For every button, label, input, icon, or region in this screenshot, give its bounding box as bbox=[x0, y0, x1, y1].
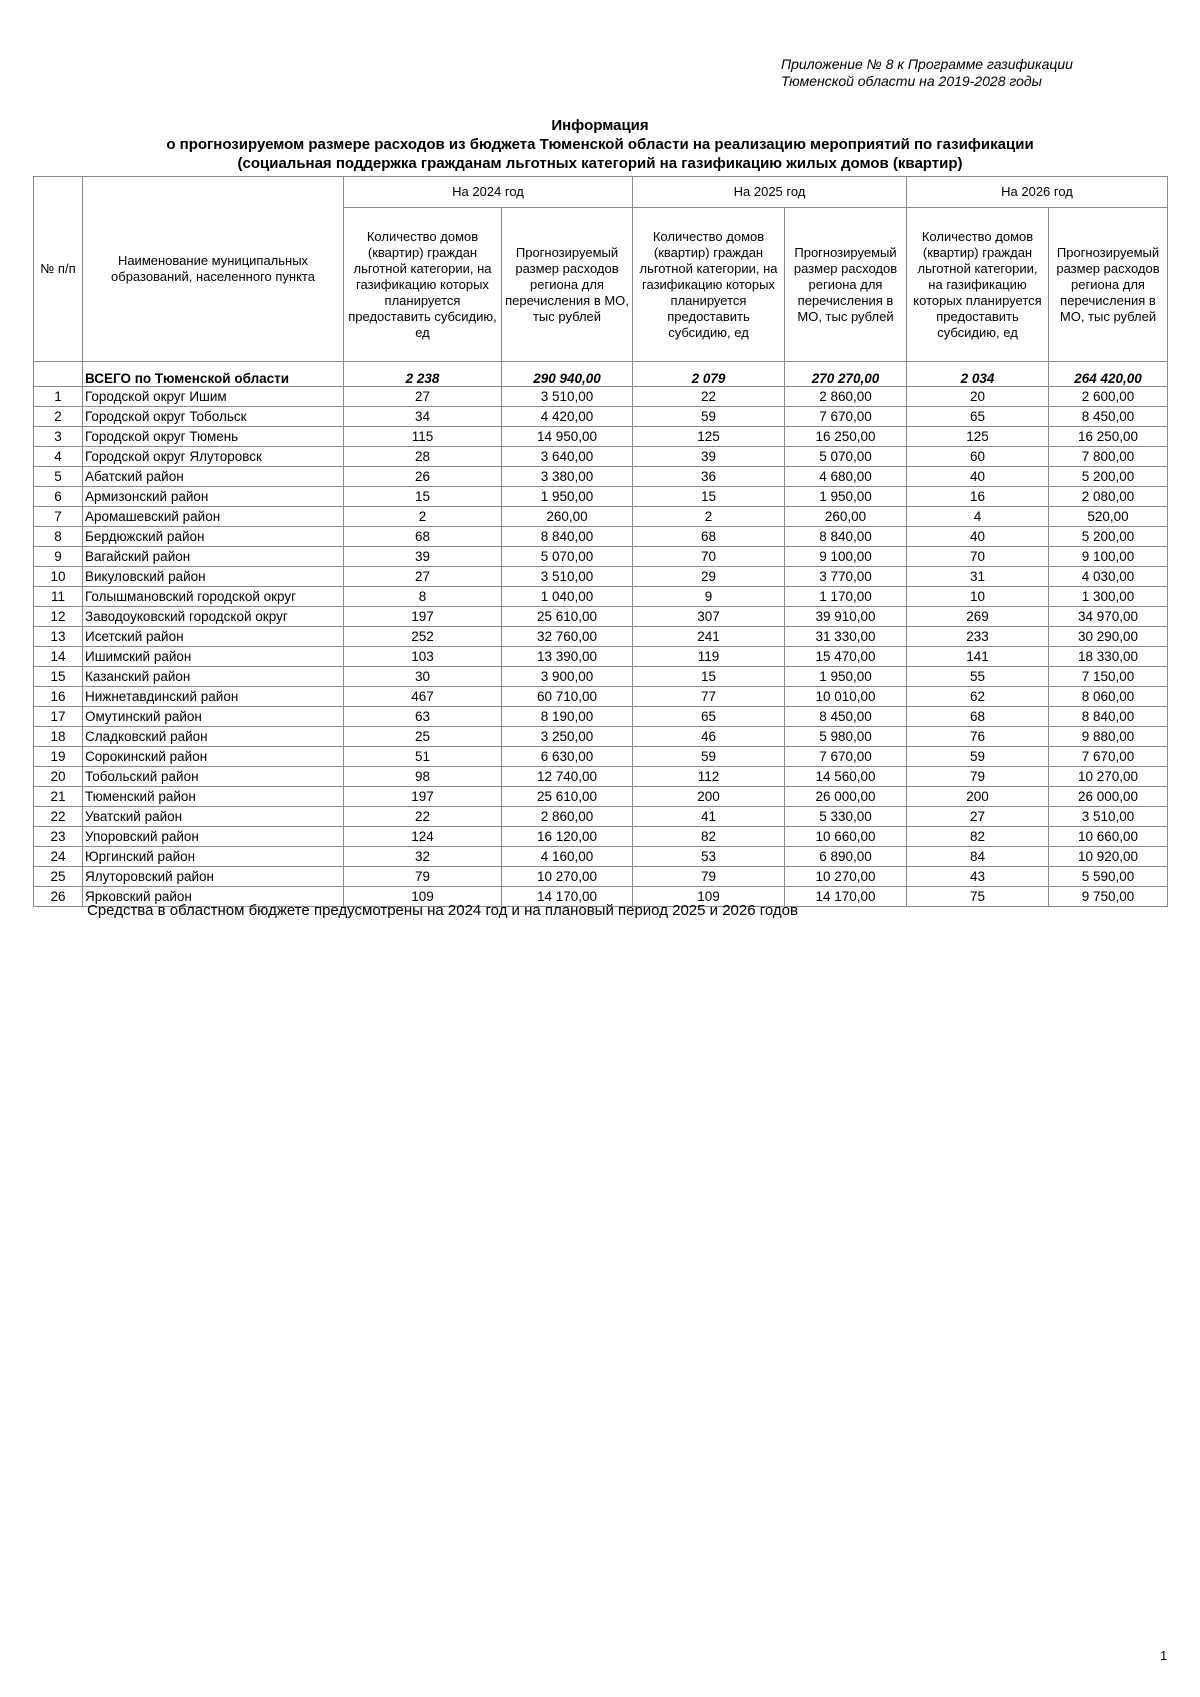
amount-2024: 16 120,00 bbox=[502, 827, 633, 847]
amount-2025: 7 670,00 bbox=[785, 747, 907, 767]
amount-2026: 2 600,00 bbox=[1049, 387, 1168, 407]
municipality-name: Викуловский район bbox=[83, 567, 344, 587]
table-row bbox=[34, 747, 1168, 767]
header-count-2026: Количество домов (квартир) граждан льготной категории, на газификацию которых планируется предоставить субсидию, ед bbox=[907, 208, 1049, 362]
count-2024: 68 bbox=[344, 527, 502, 547]
table-row bbox=[34, 507, 1168, 527]
table-row bbox=[34, 607, 1168, 627]
amount-2026: 4 030,00 bbox=[1049, 567, 1168, 587]
municipality-name: Казанский район bbox=[83, 667, 344, 687]
amount-2025: 3 770,00 bbox=[785, 567, 907, 587]
row-number: 26 bbox=[34, 887, 83, 907]
count-2024: 79 bbox=[344, 867, 502, 887]
amount-2024: 260,00 bbox=[502, 507, 633, 527]
count-2025: 15 bbox=[633, 667, 785, 687]
row-number: 7 bbox=[34, 507, 83, 527]
row-number: 4 bbox=[34, 447, 83, 467]
amount-2024: 10 270,00 bbox=[502, 867, 633, 887]
row-number: 11 bbox=[34, 587, 83, 607]
header-name: Наименование муниципальных образований, населенного пункта bbox=[83, 177, 344, 362]
count-2024: 30 bbox=[344, 667, 502, 687]
amount-2026: 9 880,00 bbox=[1049, 727, 1168, 747]
count-2026: 40 bbox=[907, 467, 1049, 487]
amount-2026: 18 330,00 bbox=[1049, 647, 1168, 667]
amount-2026: 9 750,00 bbox=[1049, 887, 1168, 907]
count-2026: 43 bbox=[907, 867, 1049, 887]
amount-2025: 2 860,00 bbox=[785, 387, 907, 407]
count-2024: 22 bbox=[344, 807, 502, 827]
municipality-name: Сорокинский район bbox=[83, 747, 344, 767]
count-2024: 27 bbox=[344, 387, 502, 407]
table-row bbox=[34, 767, 1168, 787]
amount-2026: 5 200,00 bbox=[1049, 467, 1168, 487]
title-line-2: о прогнозируемом размере расходов из бюджета Тюменской области на реализацию мероприятий по газификации bbox=[166, 136, 1034, 153]
amount-2025: 31 330,00 bbox=[785, 627, 907, 647]
row-number: 1 bbox=[34, 387, 83, 407]
municipality-name: Ярковский район bbox=[83, 887, 344, 907]
amount-2026: 5 590,00 bbox=[1049, 867, 1168, 887]
amount-2025: 8 450,00 bbox=[785, 707, 907, 727]
table-row bbox=[34, 527, 1168, 547]
amount-2024: 14 950,00 bbox=[502, 427, 633, 447]
table-row bbox=[34, 647, 1168, 667]
amount-2026: 30 290,00 bbox=[1049, 627, 1168, 647]
count-2024: 109 bbox=[344, 887, 502, 907]
municipality-name: Исетский район bbox=[83, 627, 344, 647]
header-number: № п/п bbox=[34, 177, 83, 362]
total-amount-2026: 264 420,00 bbox=[1049, 362, 1168, 387]
amount-2025: 6 890,00 bbox=[785, 847, 907, 867]
amount-2024: 5 070,00 bbox=[502, 547, 633, 567]
amount-2025: 10 270,00 bbox=[785, 867, 907, 887]
count-2024: 34 bbox=[344, 407, 502, 427]
table-row bbox=[34, 807, 1168, 827]
header-amount-2025: Прогнозируемый размер расходов региона для перечисления в МО, тыс рублей bbox=[785, 208, 907, 362]
count-2025: 79 bbox=[633, 867, 785, 887]
count-2026: 27 bbox=[907, 807, 1049, 827]
amount-2026: 26 000,00 bbox=[1049, 787, 1168, 807]
count-2024: 26 bbox=[344, 467, 502, 487]
amount-2026: 10 920,00 bbox=[1049, 847, 1168, 867]
row-number: 24 bbox=[34, 847, 83, 867]
count-2025: 119 bbox=[633, 647, 785, 667]
row-number: 21 bbox=[34, 787, 83, 807]
count-2025: 29 bbox=[633, 567, 785, 587]
amount-2024: 2 860,00 bbox=[502, 807, 633, 827]
count-2024: 467 bbox=[344, 687, 502, 707]
count-2026: 55 bbox=[907, 667, 1049, 687]
table-row bbox=[34, 467, 1168, 487]
municipality-name: Ялуторовский район bbox=[83, 867, 344, 887]
amount-2024: 6 630,00 bbox=[502, 747, 633, 767]
table-row bbox=[34, 547, 1168, 567]
budget-note: Средства в областном бюджете предусмотрены на 2024 год и на плановый период 2025 и 2026 годов bbox=[87, 902, 798, 919]
count-2024: 39 bbox=[344, 547, 502, 567]
count-2025: 59 bbox=[633, 747, 785, 767]
total-count-2024: 2 238 bbox=[344, 362, 502, 387]
table-row bbox=[34, 587, 1168, 607]
amount-2026: 9 100,00 bbox=[1049, 547, 1168, 567]
appendix-line-1: Приложение № 8 к Программе газификации bbox=[781, 56, 1073, 72]
document-title bbox=[33, 116, 1167, 173]
count-2024: 197 bbox=[344, 787, 502, 807]
row-number: 16 bbox=[34, 687, 83, 707]
count-2025: 53 bbox=[633, 847, 785, 867]
count-2025: 59 bbox=[633, 407, 785, 427]
count-2026: 10 bbox=[907, 587, 1049, 607]
header-amount-2026: Прогнозируемый размер расходов региона для перечисления в МО, тыс рублей bbox=[1049, 208, 1168, 362]
table-row bbox=[34, 707, 1168, 727]
amount-2024: 3 250,00 bbox=[502, 727, 633, 747]
amount-2026: 7 800,00 bbox=[1049, 447, 1168, 467]
amount-2025: 5 330,00 bbox=[785, 807, 907, 827]
table-row bbox=[34, 567, 1168, 587]
count-2025: 82 bbox=[633, 827, 785, 847]
amount-2024: 3 900,00 bbox=[502, 667, 633, 687]
count-2025: 200 bbox=[633, 787, 785, 807]
amount-2025: 5 980,00 bbox=[785, 727, 907, 747]
count-2026: 84 bbox=[907, 847, 1049, 867]
count-2026: 82 bbox=[907, 827, 1049, 847]
table-row bbox=[34, 687, 1168, 707]
appendix-line-2: Тюменской области на 2019-2028 годы bbox=[781, 73, 1042, 89]
count-2024: 103 bbox=[344, 647, 502, 667]
count-2025: 70 bbox=[633, 547, 785, 567]
count-2025: 112 bbox=[633, 767, 785, 787]
table-row bbox=[34, 487, 1168, 507]
table-row bbox=[34, 867, 1168, 887]
table-row bbox=[34, 407, 1168, 427]
amount-2026: 7 670,00 bbox=[1049, 747, 1168, 767]
amount-2025: 7 670,00 bbox=[785, 407, 907, 427]
amount-2025: 260,00 bbox=[785, 507, 907, 527]
amount-2026: 8 060,00 bbox=[1049, 687, 1168, 707]
count-2025: 9 bbox=[633, 587, 785, 607]
count-2026: 16 bbox=[907, 487, 1049, 507]
table-row bbox=[34, 447, 1168, 467]
municipality-name: Юргинский район bbox=[83, 847, 344, 867]
municipality-name: Заводоуковский городской округ bbox=[83, 607, 344, 627]
table-row bbox=[34, 787, 1168, 807]
amount-2026: 2 080,00 bbox=[1049, 487, 1168, 507]
amount-2025: 5 070,00 bbox=[785, 447, 907, 467]
row-number: 22 bbox=[34, 807, 83, 827]
amount-2024: 8 190,00 bbox=[502, 707, 633, 727]
count-2025: 36 bbox=[633, 467, 785, 487]
municipality-name: Вагайский район bbox=[83, 547, 344, 567]
appendix-note bbox=[781, 56, 1073, 90]
count-2025: 307 bbox=[633, 607, 785, 627]
count-2025: 41 bbox=[633, 807, 785, 827]
municipality-name: Армизонский район bbox=[83, 487, 344, 507]
municipality-name: Тобольский район bbox=[83, 767, 344, 787]
total-count-2026: 2 034 bbox=[907, 362, 1049, 387]
amount-2025: 14 170,00 bbox=[785, 887, 907, 907]
municipality-name: Городской округ Ишим bbox=[83, 387, 344, 407]
count-2026: 233 bbox=[907, 627, 1049, 647]
municipality-name: Тюменский район bbox=[83, 787, 344, 807]
count-2026: 68 bbox=[907, 707, 1049, 727]
municipality-name: Абатский район bbox=[83, 467, 344, 487]
row-number: 10 bbox=[34, 567, 83, 587]
count-2026: 60 bbox=[907, 447, 1049, 467]
table-row bbox=[34, 847, 1168, 867]
total-amount-2025: 270 270,00 bbox=[785, 362, 907, 387]
count-2026: 70 bbox=[907, 547, 1049, 567]
header-count-2025: Количество домов (квартир) граждан льготной категории, на газификацию которых планируется предоставить субсидию, ед bbox=[633, 208, 785, 362]
count-2025: 2 bbox=[633, 507, 785, 527]
title-line-1: Информация bbox=[551, 117, 649, 134]
amount-2024: 3 510,00 bbox=[502, 567, 633, 587]
header-year-2026: На 2026 год bbox=[907, 177, 1168, 208]
amount-2026: 1 300,00 bbox=[1049, 587, 1168, 607]
count-2024: 63 bbox=[344, 707, 502, 727]
municipality-name: Городской округ Тобольск bbox=[83, 407, 344, 427]
total-row bbox=[34, 362, 1168, 387]
count-2026: 269 bbox=[907, 607, 1049, 627]
count-2025: 125 bbox=[633, 427, 785, 447]
row-number: 18 bbox=[34, 727, 83, 747]
count-2024: 25 bbox=[344, 727, 502, 747]
amount-2024: 3 510,00 bbox=[502, 387, 633, 407]
amount-2024: 8 840,00 bbox=[502, 527, 633, 547]
municipality-name: Нижнетавдинский район bbox=[83, 687, 344, 707]
municipality-name: Бердюжский район bbox=[83, 527, 344, 547]
row-number: 13 bbox=[34, 627, 83, 647]
count-2025: 68 bbox=[633, 527, 785, 547]
header-amount-2024: Прогнозируемый размер расходов региона для перечисления в МО, тыс рублей bbox=[502, 208, 633, 362]
municipality-name: Голышмановский городской округ bbox=[83, 587, 344, 607]
amount-2024: 4 160,00 bbox=[502, 847, 633, 867]
count-2025: 65 bbox=[633, 707, 785, 727]
row-number: 14 bbox=[34, 647, 83, 667]
row-number: 19 bbox=[34, 747, 83, 767]
amount-2024: 1 950,00 bbox=[502, 487, 633, 507]
amount-2026: 5 200,00 bbox=[1049, 527, 1168, 547]
amount-2024: 3 380,00 bbox=[502, 467, 633, 487]
page-number: 1 bbox=[1160, 1648, 1168, 1663]
count-2026: 76 bbox=[907, 727, 1049, 747]
total-label: ВСЕГО по Тюменской области bbox=[83, 362, 344, 387]
municipality-name: Сладковский район bbox=[83, 727, 344, 747]
row-number: 12 bbox=[34, 607, 83, 627]
amount-2025: 8 840,00 bbox=[785, 527, 907, 547]
table-row bbox=[34, 627, 1168, 647]
table-row bbox=[34, 667, 1168, 687]
municipality-name: Городской округ Тюмень bbox=[83, 427, 344, 447]
count-2025: 241 bbox=[633, 627, 785, 647]
count-2026: 79 bbox=[907, 767, 1049, 787]
count-2024: 51 bbox=[344, 747, 502, 767]
table-row bbox=[34, 727, 1168, 747]
count-2024: 2 bbox=[344, 507, 502, 527]
count-2026: 31 bbox=[907, 567, 1049, 587]
title-line-3: (социальная поддержка гражданам льготных категорий на газификацию жилых домов (квартир) bbox=[237, 155, 963, 172]
amount-2026: 7 150,00 bbox=[1049, 667, 1168, 687]
row-number: 2 bbox=[34, 407, 83, 427]
amount-2025: 26 000,00 bbox=[785, 787, 907, 807]
amount-2026: 34 970,00 bbox=[1049, 607, 1168, 627]
count-2025: 46 bbox=[633, 727, 785, 747]
amount-2026: 16 250,00 bbox=[1049, 427, 1168, 447]
amount-2024: 3 640,00 bbox=[502, 447, 633, 467]
count-2024: 28 bbox=[344, 447, 502, 467]
amount-2026: 10 660,00 bbox=[1049, 827, 1168, 847]
amount-2025: 14 560,00 bbox=[785, 767, 907, 787]
row-number: 23 bbox=[34, 827, 83, 847]
amount-2025: 10 660,00 bbox=[785, 827, 907, 847]
count-2024: 32 bbox=[344, 847, 502, 867]
amount-2024: 25 610,00 bbox=[502, 607, 633, 627]
row-number: 6 bbox=[34, 487, 83, 507]
header-year-2024: На 2024 год bbox=[344, 177, 633, 208]
count-2024: 252 bbox=[344, 627, 502, 647]
municipality-name: Аромашевский район bbox=[83, 507, 344, 527]
count-2025: 109 bbox=[633, 887, 785, 907]
amount-2026: 520,00 bbox=[1049, 507, 1168, 527]
count-2026: 20 bbox=[907, 387, 1049, 407]
row-number: 8 bbox=[34, 527, 83, 547]
amount-2025: 9 100,00 bbox=[785, 547, 907, 567]
count-2026: 75 bbox=[907, 887, 1049, 907]
count-2024: 115 bbox=[344, 427, 502, 447]
count-2024: 27 bbox=[344, 567, 502, 587]
header-year-2025: На 2025 год bbox=[633, 177, 907, 208]
amount-2026: 8 840,00 bbox=[1049, 707, 1168, 727]
amount-2025: 16 250,00 bbox=[785, 427, 907, 447]
amount-2024: 14 170,00 bbox=[502, 887, 633, 907]
count-2026: 200 bbox=[907, 787, 1049, 807]
amount-2024: 25 610,00 bbox=[502, 787, 633, 807]
amount-2024: 13 390,00 bbox=[502, 647, 633, 667]
count-2026: 62 bbox=[907, 687, 1049, 707]
row-number: 25 bbox=[34, 867, 83, 887]
count-2024: 197 bbox=[344, 607, 502, 627]
row-number: 15 bbox=[34, 667, 83, 687]
row-number: 3 bbox=[34, 427, 83, 447]
count-2024: 124 bbox=[344, 827, 502, 847]
count-2024: 98 bbox=[344, 767, 502, 787]
row-number: 9 bbox=[34, 547, 83, 567]
count-2026: 65 bbox=[907, 407, 1049, 427]
municipality-name: Омутинский район bbox=[83, 707, 344, 727]
municipality-name: Ишимский район bbox=[83, 647, 344, 667]
row-number: 20 bbox=[34, 767, 83, 787]
table-row bbox=[34, 827, 1168, 847]
amount-2025: 4 680,00 bbox=[785, 467, 907, 487]
amount-2024: 32 760,00 bbox=[502, 627, 633, 647]
count-2025: 15 bbox=[633, 487, 785, 507]
count-2024: 8 bbox=[344, 587, 502, 607]
gasification-table bbox=[33, 176, 1168, 907]
municipality-name: Городской округ Ялуторовск bbox=[83, 447, 344, 467]
amount-2025: 1 950,00 bbox=[785, 487, 907, 507]
count-2025: 39 bbox=[633, 447, 785, 467]
table-row bbox=[34, 427, 1168, 447]
amount-2025: 10 010,00 bbox=[785, 687, 907, 707]
total-amount-2024: 290 940,00 bbox=[502, 362, 633, 387]
municipality-name: Упоровский район bbox=[83, 827, 344, 847]
amount-2025: 1 950,00 bbox=[785, 667, 907, 687]
row-number: 5 bbox=[34, 467, 83, 487]
count-2026: 141 bbox=[907, 647, 1049, 667]
count-2026: 59 bbox=[907, 747, 1049, 767]
table-row bbox=[34, 387, 1168, 407]
amount-2025: 15 470,00 bbox=[785, 647, 907, 667]
count-2026: 4 bbox=[907, 507, 1049, 527]
header-count-2024: Количество домов (квартир) граждан льготной категории, на газификацию которых планируется предоставить субсидию, ед bbox=[344, 208, 502, 362]
count-2026: 125 bbox=[907, 427, 1049, 447]
amount-2024: 4 420,00 bbox=[502, 407, 633, 427]
count-2025: 22 bbox=[633, 387, 785, 407]
row-number: 17 bbox=[34, 707, 83, 727]
amount-2026: 8 450,00 bbox=[1049, 407, 1168, 427]
municipality-name: Уватский район bbox=[83, 807, 344, 827]
amount-2024: 12 740,00 bbox=[502, 767, 633, 787]
total-count-2025: 2 079 bbox=[633, 362, 785, 387]
amount-2026: 10 270,00 bbox=[1049, 767, 1168, 787]
amount-2025: 1 170,00 bbox=[785, 587, 907, 607]
amount-2026: 3 510,00 bbox=[1049, 807, 1168, 827]
count-2025: 77 bbox=[633, 687, 785, 707]
amount-2024: 1 040,00 bbox=[502, 587, 633, 607]
count-2026: 40 bbox=[907, 527, 1049, 547]
amount-2025: 39 910,00 bbox=[785, 607, 907, 627]
total-number-cell bbox=[34, 362, 83, 387]
amount-2024: 60 710,00 bbox=[502, 687, 633, 707]
count-2024: 15 bbox=[344, 487, 502, 507]
